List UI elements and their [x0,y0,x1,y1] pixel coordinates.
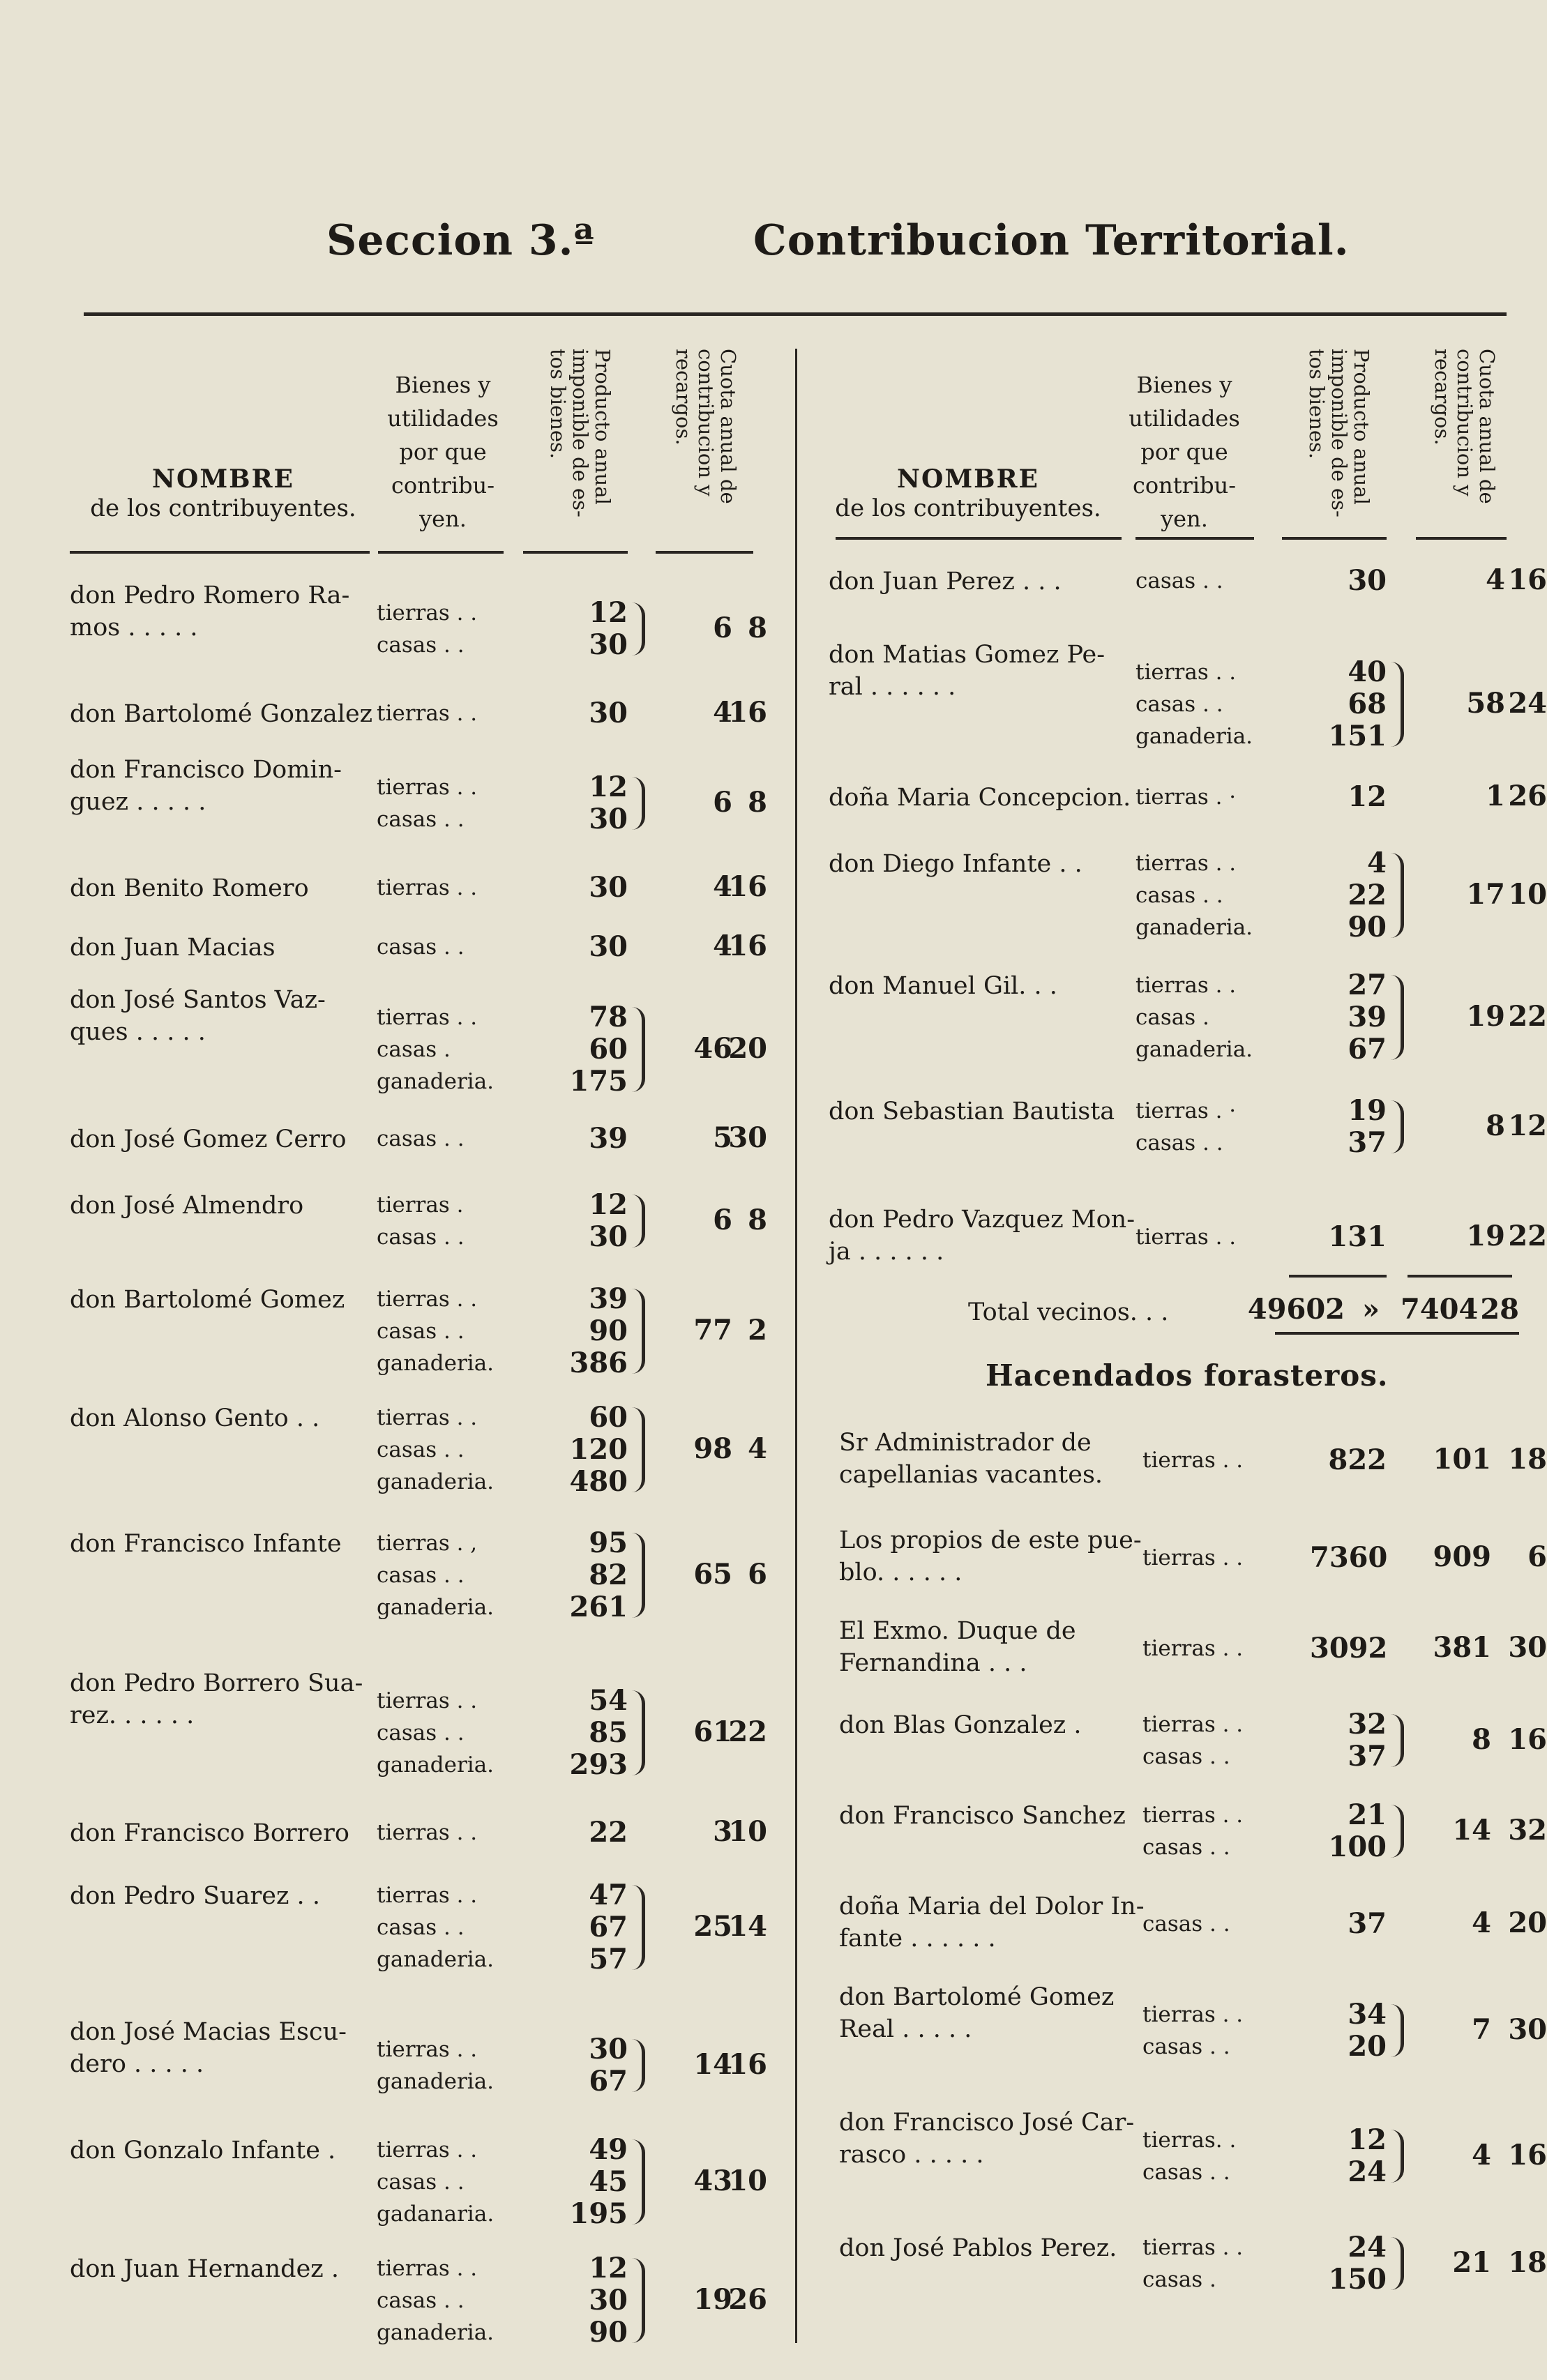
quota-minor: 4 [748,1432,767,1465]
brace-mark [632,1407,645,1492]
contributor-name: guez . . . . . [70,788,206,816]
quota-major: 19 [693,2283,732,2316]
product-value: 95 [589,1526,628,1559]
goods-type: tierras . . [377,775,478,800]
contributor-name: don José Pablos Perez. [839,2234,1117,2262]
quota-major: 6 [713,612,732,644]
goods-type: casas . . [377,1319,465,1344]
contributor-name: dero . . . . . [70,2050,204,2078]
product-value: 20 [1348,2030,1387,2063]
contributor-name: mos . . . . . [70,614,198,642]
product-value: 54 [589,1684,628,1717]
quota-minor: 22 [1508,1000,1547,1033]
goods-type: ganaderia. [377,1752,495,1778]
contributor-name: don Juan Macias [70,934,276,962]
product-value: 39 [589,1122,628,1155]
quota-major: 3 [713,1815,732,1848]
product-value: 30 [589,628,628,661]
name-column-header: NOMBRE de los contribuyentes. [835,464,1101,522]
quota-major: 25 [693,1910,732,1943]
right-column-header [829,328,1526,551]
contributor-name: don José Macias Escu- [70,2018,347,2046]
quota-minor: 10 [728,2165,767,2197]
goods-type: tierras . . [1142,1803,1244,1828]
goods-type: tierras . . [377,2037,478,2062]
contributor-name: don Pedro Borrero Sua- [70,1669,363,1697]
top-rule [84,312,1507,316]
quota-minor: 16 [1508,563,1547,596]
quota-major: 58 [1466,687,1505,720]
product-value: 261 [569,1591,628,1623]
product-value: 12 [1348,780,1387,813]
contributor-name: Real . . . . . [839,2015,972,2043]
brace-mark [632,602,645,655]
goods-type: tierras . . [377,701,478,726]
quota-minor: 22 [728,1715,767,1748]
quota-minor: 8 [748,612,767,644]
product-value: 12 [1348,2123,1387,2156]
goods-type: tierras . · [1135,785,1237,810]
product-value: 67 [589,1911,628,1943]
contributor-name: don Bartolomé Gomez [839,1983,1115,2011]
product-value: 480 [569,1465,628,1498]
brace-mark [632,1195,645,1248]
quota-minor: 6 [1527,1540,1547,1573]
quota-minor: 8 [748,786,767,819]
goods-type: ganaderia. [377,1069,495,1094]
goods-type: tierras . [377,1192,464,1218]
goods-column-header: Bienes y utilidades por que contribu- yen. [1129,372,1240,532]
contributor-name: don Francisco Borrero [70,1819,349,1847]
quota-minor: 2 [748,1314,767,1347]
contributor-name: doña Maria Concepcion. [829,784,1131,812]
product-value: 82 [589,1559,628,1591]
product-value: 34 [1348,1998,1387,2031]
goods-type: tierras . . [1142,1545,1244,1570]
goods-type: gadanaria. [377,2201,495,2227]
quota-minor: 16 [728,930,767,962]
contributor-name: fante . . . . . . [839,1925,996,1953]
goods-type: casas . . [1142,1911,1230,1936]
product-value: 37 [1348,1907,1387,1940]
quota-major: 17 [1466,878,1505,911]
quota-major: 909 [1433,1540,1491,1573]
product-value: 30 [589,2284,628,2317]
product-value: 85 [589,1716,628,1749]
goods-type: tierras . , [377,1531,478,1556]
quota-major: 4 [1472,1907,1491,1939]
contributor-name: El Exmo. Duque de [839,1617,1076,1645]
goods-type: tierras . . [377,875,478,900]
goods-type: tierras . . [1135,851,1237,876]
goods-type: casas . . [377,1915,465,1940]
quota-major: 4 [1486,563,1505,596]
goods-type: casas . . [1135,568,1223,593]
goods-type: casas . . [1142,1744,1230,1769]
goods-type: tierras . . [1135,1225,1237,1250]
goods-type: tierras . . [1142,2235,1244,2260]
goods-type: ganaderia. [377,2320,495,2345]
contributor-name: ja . . . . . . [829,1238,944,1266]
contributor-name: don José Santos Vaz- [70,986,326,1014]
contributor-name: doña Maria del Dolor In- [839,1893,1145,1920]
product-value: 386 [569,1347,628,1379]
foreign-heading: Hacendados forasteros. [986,1358,1389,1393]
brace-mark [632,2039,645,2092]
quota-major: 65 [693,1558,732,1591]
brace-mark [1391,2237,1404,2290]
goods-type: ganaderia. [377,2069,495,2094]
goods-type: tierras . . [377,2256,478,2281]
quota-major: 98 [693,1432,732,1465]
goods-type: casas . [1142,2267,1216,2292]
quota-major: 7 [1472,2013,1491,2046]
quota-major: 43 [693,2165,732,2197]
goods-type: casas . . [377,2169,465,2195]
goods-type: casas . . [1142,2034,1230,2059]
contributor-name: don Bartolomé Gonzalez [70,700,373,728]
product-value: 37 [1348,1740,1387,1773]
product-value: 67 [1348,1033,1387,1066]
quota-column-header: Cuota anual de contribucion y recargos. [672,349,740,504]
product-value: 32 [1348,1708,1387,1741]
goods-type: casas . [377,1037,451,1062]
goods-type: tierras . . [1142,1712,1244,1737]
brace-mark [632,1007,645,1092]
quota-minor: 30 [1508,1631,1547,1664]
quota-minor: 16 [728,870,767,903]
product-value: 30 [589,697,628,729]
total-quota-minor: 28 [1480,1293,1519,1326]
quota-minor: 30 [1508,2013,1547,2046]
product-value: 293 [569,1748,628,1781]
quota-major: 8 [1486,1109,1505,1142]
contributor-name: ral . . . . . . [829,673,956,701]
contributor-name: don José Almendro [70,1192,304,1220]
quota-major: 21 [1452,2246,1491,2279]
product-value: 30 [589,2033,628,2066]
brace-mark [1391,1714,1404,1767]
quota-major: 19 [1466,1000,1505,1033]
product-value: 100 [1328,1831,1387,1863]
contributor-name: don Benito Romero [70,874,309,902]
product-value: 151 [1328,720,1387,752]
goods-type: tierras . · [1135,1098,1237,1123]
product-value: 7360 [1310,1541,1388,1574]
goods-type: tierras . . [1142,1448,1244,1473]
goods-type: tierras . . [1135,660,1237,685]
product-value: 195 [569,2197,628,2230]
brace-mark [632,1885,645,1970]
brace-mark [632,1289,645,1374]
contributor-name: don Pedro Vazquez Mon- [829,1206,1135,1234]
goods-type: casas . . [377,1225,465,1250]
contributor-name: Fernandina . . . [839,1649,1027,1677]
goods-type: tierras . . [377,1405,478,1430]
quota-major: 8 [1472,1723,1491,1756]
goods-type: ganaderia. [377,1351,495,1376]
goods-type: casas . . [1135,692,1223,717]
quota-minor: 20 [1508,1907,1547,1939]
product-value: 90 [589,1314,628,1347]
product-value: 4 [1367,847,1387,879]
goods-type: ganaderia. [1135,915,1253,940]
product-column-header: Producto anual imponible de es- tos bienes. [1305,349,1373,517]
goods-type: ganaderia. [377,1595,495,1620]
product-value: 22 [1348,879,1387,911]
goods-type: casas . . [377,1720,465,1745]
goods-type: casas . . [377,1437,465,1462]
quota-major: 4 [1472,2139,1491,2171]
quota-minor: 24 [1508,687,1547,720]
goods-type: tierras . . [1142,1636,1244,1661]
brace-mark [1391,662,1404,747]
quota-minor: 16 [728,696,767,729]
contributor-name: don Blas Gonzalez . [839,1711,1082,1739]
quota-major: 4 [713,930,732,962]
goods-type: casas . . [377,2288,465,2313]
contributor-name: Sr Administrador de [839,1429,1092,1457]
contributor-name: rez. . . . . . [70,1701,195,1729]
goods-type: casas . . [1142,2160,1230,2185]
contributor-name: don Francisco José Car- [839,2109,1135,2137]
contributor-name: ques . . . . . [70,1018,206,1046]
quota-major: 4 [713,870,732,903]
page-title: Contribucion Territorial. [753,216,1350,265]
quota-major: 6 [713,1204,732,1236]
brace-mark [632,2139,645,2224]
goods-type: tierras. . [1142,2128,1237,2153]
quota-minor: 10 [728,1815,767,1848]
right-column [829,328,1547,2296]
goods-type: casas . . [1142,1835,1230,1860]
left-column [70,328,767,2349]
quota-minor: 16 [1508,1723,1547,1756]
product-value: 175 [569,1065,628,1098]
total-quota: 7404 [1401,1293,1479,1326]
quota-major: 19 [1466,1220,1505,1252]
quota-minor: 26 [728,2283,767,2316]
contributor-name: blo. . . . . . [839,1559,963,1586]
total-rule [1275,1332,1519,1335]
brace-mark [1391,1805,1404,1858]
goods-type: tierras . . [1142,2002,1244,2027]
section-heading: Seccion 3.ª [326,216,595,265]
product-value: 39 [1348,1001,1387,1033]
goods-type: ganaderia. [1135,724,1253,749]
goods-type: casas . . [377,934,465,960]
product-value: 47 [589,1879,628,1911]
product-value: 24 [1348,2155,1387,2188]
quota-major: 14 [693,2048,732,2081]
total-product: 49602 [1247,1293,1345,1326]
product-value: 49 [589,2133,628,2166]
quota-major: 61 [693,1715,732,1748]
left-column-header [70,328,767,551]
goods-type: tierras . . [377,2137,478,2162]
product-value: 30 [589,871,628,904]
brace-mark [1391,975,1404,1060]
brace-mark [1391,2004,1404,2057]
quota-minor: 14 [728,1910,767,1943]
quota-minor: 18 [1508,2246,1547,2279]
product-value: 150 [1328,2263,1387,2296]
goods-type: tierras . . [377,600,478,626]
subtotal-rule [1408,1275,1512,1278]
quota-column-header: Cuota anual de contribucion y recargos. [1431,349,1499,504]
product-value: 60 [589,1401,628,1434]
contributor-name: don Pedro Romero Ra- [70,582,350,609]
brace-mark [632,1690,645,1775]
product-value: 30 [589,930,628,963]
goods-type: tierras . . [377,1688,478,1713]
contributor-name: Los propios de este pue- [839,1526,1142,1554]
product-value: 822 [1328,1443,1387,1476]
quota-minor: 16 [728,2048,767,2081]
quota-major: 6 [713,786,732,819]
quota-major: 77 [693,1314,732,1347]
quota-major: 5 [713,1121,732,1154]
brace-mark [632,2258,645,2343]
contributor-name: don Juan Perez . . . [829,568,1062,596]
goods-type: tierras . . [377,1883,478,1908]
goods-type: casas . . [1135,1130,1223,1155]
goods-type: ganaderia. [377,1469,495,1494]
contributor-name: don Alonso Gento . . [70,1404,320,1432]
column-divider [795,349,797,2343]
quota-minor: 20 [728,1032,767,1065]
contributor-name: rasco . . . . . [839,2141,984,2169]
contributor-name: capellanias vacantes. [839,1461,1103,1489]
contributor-name: don Manuel Gil. . . [829,972,1057,1000]
product-value: 90 [1348,911,1387,943]
goods-type: casas . . [377,632,465,658]
contributor-name: don Francisco Infante [70,1530,342,1558]
brace-mark [1391,853,1404,938]
product-value: 3092 [1310,1632,1388,1665]
product-value: 22 [589,1816,628,1849]
product-value: 78 [589,1001,628,1033]
product-value: 90 [589,2316,628,2349]
goods-type: casas . . [377,1126,465,1151]
quota-major: 1 [1486,780,1505,812]
product-column-header: Producto anual imponible de es- tos bienes. [546,349,614,517]
goods-type: tierras . . [377,1287,478,1312]
quota-minor: 10 [1508,878,1547,911]
goods-type: ganaderia. [377,1947,495,1972]
goods-type: casas . . [377,807,465,832]
quota-minor: 26 [1508,780,1547,812]
product-value: 30 [1348,564,1387,597]
contributor-name: don Diego Infante . . [829,850,1082,878]
quota-major: 381 [1433,1631,1491,1664]
contributor-name: don Gonzalo Infante . [70,2137,336,2165]
product-value: 67 [589,2065,628,2098]
contributor-name: don Juan Hernandez . [70,2255,339,2283]
product-value: 12 [589,771,628,803]
quota-major: 14 [1452,1814,1491,1847]
product-value: 27 [1348,969,1387,1001]
product-value: 57 [589,1943,628,1976]
contributor-name: don Matias Gomez Pe- [829,641,1105,669]
product-value: 21 [1348,1798,1387,1831]
product-value: 39 [589,1282,628,1315]
quota-minor: 18 [1508,1443,1547,1476]
product-value: 68 [1348,688,1387,720]
product-value: 45 [589,2165,628,2198]
quota-minor: 12 [1508,1109,1547,1142]
goods-type: casas . . [377,1563,465,1588]
contributor-name: don José Gomez Cerro [70,1125,347,1153]
product-value: 131 [1328,1220,1387,1253]
quota-major: 46 [693,1032,732,1065]
contributor-name: don Sebastian Bautista [829,1098,1115,1125]
total-label: Total vecinos. . . [968,1298,1169,1326]
goods-type: tierras . . [377,1005,478,1030]
brace-mark [632,777,645,830]
subtotal-rule [1289,1275,1387,1278]
goods-type: casas . . [1135,883,1223,908]
brace-mark [1391,2130,1404,2183]
product-value: 12 [589,2252,628,2284]
product-value: 19 [1348,1094,1387,1127]
quota-minor: 16 [1508,2139,1547,2171]
goods-type: ganaderia. [1135,1037,1253,1062]
product-value: 12 [589,1188,628,1221]
contributor-name: don Pedro Suarez . . [70,1882,320,1910]
product-value: 24 [1348,2231,1387,2264]
goods-type: tierras . . [377,1820,478,1845]
brace-mark [1391,1100,1404,1153]
product-value: 120 [569,1433,628,1466]
goods-type: casas . [1135,1005,1209,1030]
product-value: 30 [589,803,628,835]
brace-mark [632,1533,645,1618]
contributor-name: don Francisco Domin- [70,756,342,784]
quota-minor: 6 [748,1558,767,1591]
goods-column-header: Bienes y utilidades por que contribu- yen. [387,372,499,532]
quota-minor: 32 [1508,1814,1547,1847]
quota-major: 4 [713,696,732,729]
contributor-name: don Bartolomé Gomez [70,1286,345,1314]
name-column-header: NOMBRE de los contribuyentes. [90,464,356,522]
total-separator: » [1362,1293,1380,1326]
quota-major: 101 [1433,1443,1491,1476]
quota-minor: 8 [748,1204,767,1236]
quota-minor: 30 [728,1121,767,1154]
product-value: 30 [589,1220,628,1253]
product-value: 12 [589,596,628,629]
product-value: 60 [589,1033,628,1066]
quota-minor: 22 [1508,1220,1547,1252]
product-value: 37 [1348,1126,1387,1159]
goods-type: tierras . . [1135,973,1237,998]
contributor-name: don Francisco Sanchez [839,1802,1126,1830]
product-value: 40 [1348,655,1387,688]
